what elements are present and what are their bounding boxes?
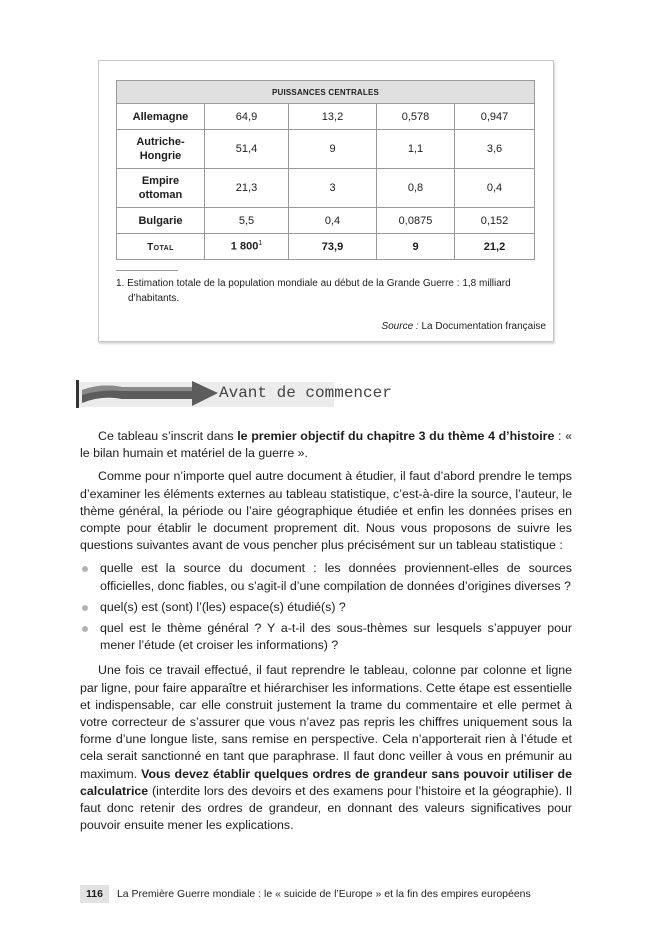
- analysis-emphasis: Vous devez établir quelques ordres de grandeur sans pouvoir utiliser de calculatrice: [80, 766, 572, 798]
- country-line: ottoman: [138, 189, 183, 201]
- list-item: [80, 620, 572, 654]
- value-cell: 0,578: [377, 104, 455, 130]
- total-cell: 21,2: [455, 234, 535, 260]
- value-cell: 9: [289, 130, 377, 169]
- country-cell: [117, 130, 205, 169]
- source-label: Source :: [381, 321, 419, 332]
- page-footer: [80, 884, 531, 904]
- country-cell: Bulgarie: [117, 208, 205, 234]
- arrow-icon: [82, 378, 222, 410]
- table-row: [117, 169, 535, 208]
- value-cell: 1,1: [377, 130, 455, 169]
- footnote-ref: 1: [258, 240, 263, 248]
- value-cell: 0,947: [455, 104, 535, 130]
- total-label: [117, 234, 205, 260]
- running-title: La Première Guerre mondiale : le « suicide de l’Europe » et la fin des empires européens: [116, 888, 531, 900]
- country-line: Hongrie: [139, 150, 182, 162]
- table-row: [117, 130, 535, 169]
- group-header: PUISSANCES CENTRALES: [117, 81, 535, 104]
- value-cell: 0,4: [289, 208, 377, 234]
- table-row: [117, 104, 535, 130]
- analysis-text-end: (interdite lors des devoirs et des examens pour l’histoire et la géographie). Il faut donc retenir des ordres de grandeur, en donnant des valeurs significatives pour pouvoir ensuite mener les explications.: [80, 783, 572, 833]
- section-banner: [76, 380, 392, 408]
- country-line: Autriche-: [136, 136, 185, 148]
- table-group-header-row: [117, 81, 535, 104]
- bullet-icon: [82, 626, 88, 632]
- value-cell: 0,8: [377, 169, 455, 208]
- method-paragraph: Comme pour n’importe quel autre document à étudier, il faut d’abord prendre le temps d’examiner les éléments externes au tableau statistique, c’est-à-dire la source, l’auteur, le thème général, la période ou l’aire géographique étudiée et enfin les données prises en compte pour établir le document proprement dit. Nous vous proposons de suivre les questions suivantes avant de vous pencher plus précisément sur un tableau statistique :: [80, 469, 572, 553]
- intro-text-end: : « le bilan humain et matériel de la guerre ».: [80, 429, 572, 461]
- body-text: [80, 428, 572, 840]
- table-row: [117, 208, 535, 234]
- page-number: 116: [80, 885, 109, 903]
- banner-bar: [76, 380, 79, 408]
- country-cell: Allemagne: [117, 104, 205, 130]
- total-cell: 9: [377, 234, 455, 260]
- question-text: quelle est la source du document : les données proviennent-elles de sources officielles, donc fiables, ou s’agit-il d’une compilation de données d’origines diverses ?: [100, 561, 572, 593]
- analysis-paragraph: [80, 662, 572, 834]
- list-item: [80, 560, 572, 594]
- country-line: Empire: [141, 175, 180, 187]
- question-text: quel est le thème général ? Y a-t-il des sous-thèmes sur lesquels s’appuyer pour mener l’étude (et croiser les informations) ?: [100, 621, 572, 653]
- question-list: [80, 560, 572, 654]
- total-label-text: Total: [147, 241, 174, 253]
- footnote-line: d’habitants.: [128, 293, 180, 304]
- total-cell: [205, 234, 289, 260]
- intro-emphasis: le premier objectif du chapitre 3 du thème 4 d’histoire: [237, 429, 555, 443]
- value-cell: 5,5: [205, 208, 289, 234]
- value-cell: 13,2: [289, 104, 377, 130]
- source-credit: [381, 321, 546, 332]
- data-table: [116, 80, 535, 260]
- value-cell: 3: [289, 169, 377, 208]
- value-cell: 3,6: [455, 130, 535, 169]
- analysis-text: Une fois ce travail effectué, il faut reprendre le tableau, colonne par colonne et ligne par ligne, pour faire apparaître et hiérarchiser les informations. Cette étape est essentielle et indispensable, car elle construit justement la trame du commentaire et elle permet à votre correcteur de s’assurer que vous n’avez pas repris les chiffres uniquement sous la forme d’une longue liste, sans remise en perspective. Cela n’apporterait rien à l’étude et cela serait sanctionné en tant que paraphrase. Il faut donc veiller à vous en prémunir au maximum.: [80, 663, 572, 781]
- total-cell: 73,9: [289, 234, 377, 260]
- footnote-divider: [116, 270, 178, 271]
- bullet-icon: [82, 605, 88, 611]
- value-cell: 51,4: [205, 130, 289, 169]
- total-value: 1 800: [230, 240, 259, 253]
- question-text: quel(s) est (sont) l’(les) espace(s) étudié(s) ?: [100, 599, 346, 614]
- country-cell: [117, 169, 205, 208]
- value-cell: 0,0875: [377, 208, 455, 234]
- value-cell: 0,152: [455, 208, 535, 234]
- intro-text: Ce tableau s’inscrit dans: [98, 429, 238, 443]
- source-value: La Documentation française: [418, 321, 546, 332]
- footnote-line: 1. Estimation totale de la population mondiale au début de la Grande Guerre : 1,8 milliard: [116, 278, 511, 289]
- value-cell: 64,9: [205, 104, 289, 130]
- list-item: [80, 599, 572, 616]
- value-cell: 0,4: [455, 169, 535, 208]
- value-cell: 21,3: [205, 169, 289, 208]
- table-total-row: [117, 234, 535, 260]
- bullet-icon: [82, 566, 88, 572]
- intro-paragraph: [80, 428, 572, 462]
- section-title: Avant de commencer: [219, 384, 392, 402]
- table-footnote: [116, 276, 540, 306]
